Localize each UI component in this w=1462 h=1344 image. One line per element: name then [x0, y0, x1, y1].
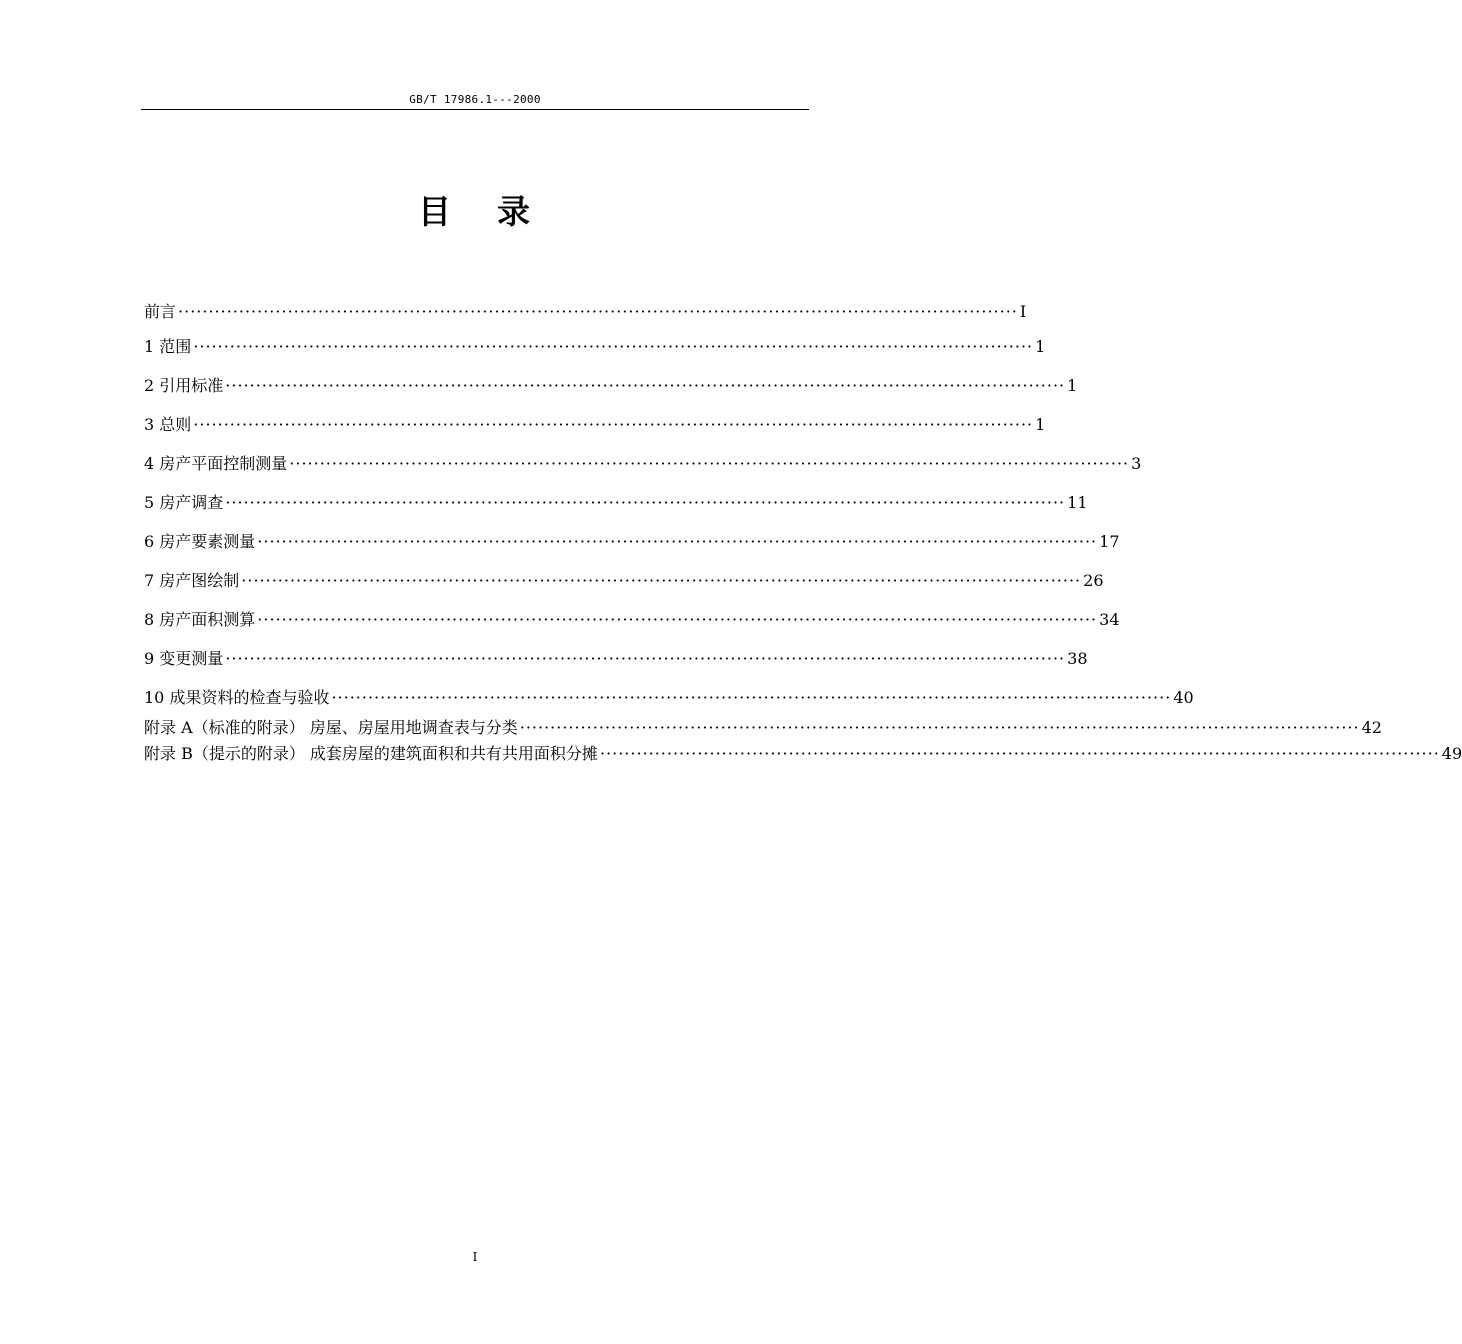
toc-entry-page: 1: [1035, 415, 1046, 434]
toc-entry-inspection-acceptance[interactable]: [144, 686, 1194, 710]
toc-entry-page: 3: [1131, 454, 1142, 473]
toc-entry-foreword[interactable]: [144, 300, 1027, 324]
toc-leader-dots: ··········································································································································: [225, 649, 1066, 668]
toc-entry-label: 1 范围: [144, 337, 192, 356]
toc-entry-label: 5 房产调查: [144, 493, 224, 512]
toc-leader-dots: ··········································································································································: [225, 376, 1066, 395]
toc-entry-appendix-b[interactable]: [144, 742, 1462, 766]
toc-entry-label: 前言: [144, 302, 177, 321]
toc-entry-page: 17: [1099, 532, 1120, 551]
toc-entry-element-survey[interactable]: [144, 530, 1120, 554]
toc-entry-page: 38: [1067, 649, 1088, 668]
toc-entry-label: 3 总则: [144, 415, 192, 434]
toc-entry-label: 附录 A（标准的附录） 房屋、房屋用地调查表与分类: [144, 718, 518, 737]
toc-entry-page: 49: [1441, 744, 1462, 763]
toc-leader-dots: ··········································································································································: [331, 688, 1172, 707]
toc-entry-page: 11: [1067, 493, 1088, 512]
toc-entry-scope[interactable]: [144, 335, 1046, 359]
toc-entry-page: 42: [1361, 718, 1382, 737]
toc-entry-page: 34: [1099, 610, 1120, 629]
header-rule: [141, 109, 809, 110]
toc-leader-dots: ··········································································································································: [178, 302, 1018, 321]
toc-entry-control-survey[interactable]: [144, 452, 1142, 476]
title-char-2: 录: [497, 192, 532, 231]
toc-entry-page: 1: [1035, 337, 1046, 356]
toc-entry-label: 9 变更测量: [144, 649, 224, 668]
toc-entry-page: 26: [1083, 571, 1104, 590]
toc-entry-label: 8 房产面积测算: [144, 610, 256, 629]
toc-entry-page: 40: [1173, 688, 1194, 707]
running-header-standard-number: GB/T 17986.1---2000: [409, 93, 541, 106]
page-title: [0, 186, 950, 233]
toc-entry-label: 6 房产要素测量: [144, 532, 256, 551]
toc-leader-dots: ··········································································································································: [193, 337, 1034, 356]
toc-entry-change-survey[interactable]: [144, 647, 1088, 671]
toc-leader-dots: ··········································································································································: [519, 718, 1360, 737]
toc-entry-general[interactable]: [144, 413, 1046, 437]
toc-leader-dots: ··········································································································································: [289, 454, 1130, 473]
toc-entry-appendix-a[interactable]: [144, 716, 1382, 740]
toc-entry-investigation[interactable]: [144, 491, 1088, 515]
toc-leader-dots: ··········································································································································: [193, 415, 1034, 434]
toc-entry-area-calculation[interactable]: [144, 608, 1120, 632]
toc-leader-dots: ··········································································································································: [225, 493, 1066, 512]
toc-entry-label: 10 成果资料的检查与验收: [144, 688, 330, 707]
toc-entry-mapping[interactable]: [144, 569, 1104, 593]
toc-leader-dots: ··········································································································································: [241, 571, 1082, 590]
title-char-1: 目: [418, 192, 453, 231]
toc-entry-references[interactable]: [144, 374, 1078, 398]
toc-entry-label: 7 房产图绘制: [144, 571, 240, 590]
toc-entry-label: 2 引用标准: [144, 376, 224, 395]
toc-entry-label: 附录 B（提示的附录） 成套房屋的建筑面积和共有共用面积分摊: [144, 744, 598, 763]
toc-entry-page: 1: [1067, 376, 1078, 395]
toc-entry-label: 4 房产平面控制测量: [144, 454, 288, 473]
toc-leader-dots: ··········································································································································: [257, 532, 1098, 551]
page-number-footer: I: [472, 1250, 478, 1264]
toc-entry-page: I: [1019, 302, 1027, 321]
toc-leader-dots: ··········································································································································: [599, 744, 1440, 763]
toc-leader-dots: ··········································································································································: [257, 610, 1098, 629]
